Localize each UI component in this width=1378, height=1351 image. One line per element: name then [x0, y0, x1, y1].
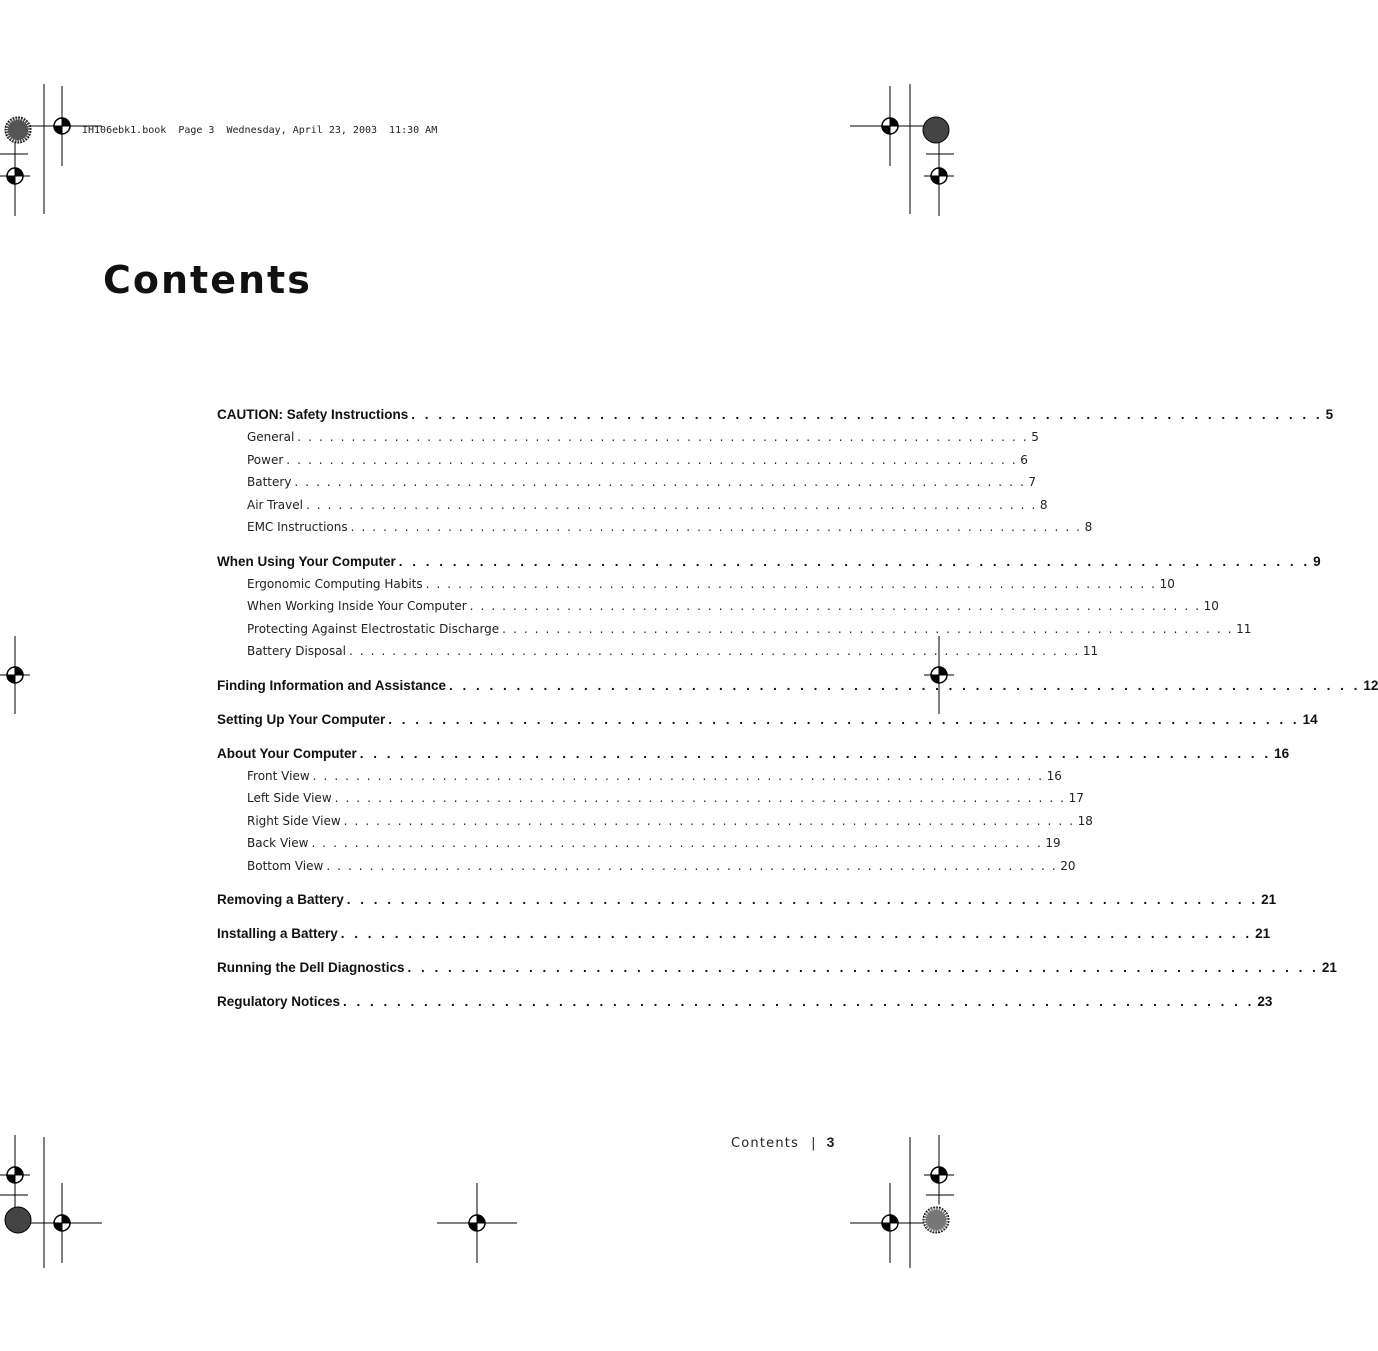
toc-section: [217, 990, 1273, 1013]
dot-leader: . . . . . . . . . . . . . . . . . . . . . . . . . . . . . . . . . . . . . . . . . . . . . . . . . . . . . . . . . . . . . . . . . . . .: [469, 599, 1201, 613]
toc-section: [217, 956, 1337, 979]
dot-leader: . . . . . . . . . . . . . . . . . . . . . . . . . . . . . . . . . . . . . . . . . . . . . . . . . . . . . . . . . . . . . . . . . . . .: [359, 745, 1272, 761]
dot-leader: . . . . . . . . . . . . . . . . . . . . . . . . . . . . . . . . . . . . . . . . . . . . . . . . . . . . . . . . . . . . . . . . . . . .: [294, 475, 1026, 489]
toc-page-number: 7: [1028, 475, 1037, 489]
toc-chapter-entry[interactable]: [217, 403, 1334, 426]
dot-leader: . . . . . . . . . . . . . . . . . . . . . . . . . . . . . . . . . . . . . . . . . . . . . . . . . . . . . . . . . . . . . . . . . . . .: [297, 430, 1029, 444]
toc-page-number: 10: [1159, 576, 1175, 591]
toc-subentry[interactable]: [217, 449, 1028, 472]
toc-entry-label: EMC Instructions: [247, 520, 348, 534]
toc-entry-label: Air Travel: [247, 497, 303, 512]
toc-entry-label: Protecting Against Electrostatic Discharge: [247, 621, 500, 636]
toc-section: [217, 550, 1321, 663]
dot-leader: . . . . . . . . . . . . . . . . . . . . . . . . . . . . . . . . . . . . . . . . . . . . . . . . . . . . . . . . . . . . . . . . . . . .: [286, 452, 1018, 467]
toc-entry-label: Front View: [247, 768, 310, 783]
toc-entry-label: Right Side View: [247, 813, 341, 828]
toc-chapter-entry[interactable]: [217, 922, 1271, 945]
toc-subentry[interactable]: [217, 787, 1084, 810]
toc-chapter-entry[interactable]: [217, 956, 1337, 979]
toc-entry-label: Installing a Battery: [217, 926, 338, 941]
toc-subentry[interactable]: [217, 810, 1093, 833]
toc-section: [217, 888, 1277, 911]
toc-page-number: 8: [1039, 497, 1048, 512]
toc-subentry[interactable]: [217, 595, 1219, 618]
dot-leader: . . . . . . . . . . . . . . . . . . . . . . . . . . . . . . . . . . . . . . . . . . . . . . . . . . . . . . . . . . . . . . . . . . . .: [502, 621, 1234, 636]
toc-subentry[interactable]: [217, 494, 1048, 517]
toc-chapter-entry[interactable]: [217, 550, 1321, 573]
page-title: Contents: [103, 258, 312, 302]
toc-page-number: 5: [1031, 430, 1039, 444]
toc-subentry[interactable]: [217, 573, 1175, 596]
toc-entry-label: Left Side View: [247, 791, 332, 805]
dot-leader: . . . . . . . . . . . . . . . . . . . . . . . . . . . . . . . . . . . . . . . . . . . . . . . . . . . . . . . . . . . . . . . . . . . .: [350, 520, 1082, 534]
toc-entry-label: When Working Inside Your Computer: [247, 599, 467, 613]
toc-section: [217, 403, 1334, 539]
toc-page-number: 19: [1045, 836, 1061, 850]
dot-leader: . . . . . . . . . . . . . . . . . . . . . . . . . . . . . . . . . . . . . . . . . . . . . . . . . . . . . . . . . . . . . . . . . . . .: [411, 407, 1323, 422]
toc-entry-label: Back View: [247, 836, 309, 850]
page-footer: [731, 1134, 836, 1151]
toc-page-number: 14: [1302, 711, 1318, 727]
toc-section: [217, 674, 1378, 697]
toc-entry-label: When Using Your Computer: [217, 553, 396, 569]
toc-page-number: 9: [1313, 553, 1321, 569]
toc-entry-label: Ergonomic Computing Habits: [247, 576, 423, 591]
dot-leader: . . . . . . . . . . . . . . . . . . . . . . . . . . . . . . . . . . . . . . . . . . . . . . . . . . . . . . . . . . . . . . . . . . . .: [348, 644, 1080, 658]
toc-page-number: 21: [1255, 926, 1271, 941]
toc-page-number: 21: [1321, 960, 1337, 975]
toc-subentry[interactable]: [217, 832, 1061, 855]
toc-entry-label: CAUTION: Safety Instructions: [217, 407, 409, 422]
dot-leader: . . . . . . . . . . . . . . . . . . . . . . . . . . . . . . . . . . . . . . . . . . . . . . . . . . . . . . . . . . . . . . . . . . . .: [343, 813, 1075, 828]
toc-page-number: 16: [1274, 745, 1290, 761]
toc-entry-label: Battery Disposal: [247, 644, 346, 658]
toc-subentry[interactable]: [217, 640, 1099, 663]
dot-leader: . . . . . . . . . . . . . . . . . . . . . . . . . . . . . . . . . . . . . . . . . . . . . . . . . . . . . . . . . . . . . . . . . . . .: [407, 960, 1319, 975]
dot-leader: . . . . . . . . . . . . . . . . . . . . . . . . . . . . . . . . . . . . . . . . . . . . . . . . . . . . . . . . . . . . . . . . . . . .: [340, 926, 1253, 941]
toc-entry-label: Battery: [247, 475, 292, 489]
dot-leader: . . . . . . . . . . . . . . . . . . . . . . . . . . . . . . . . . . . . . . . . . . . . . . . . . . . . . . . . . . . . . . . . . . . .: [425, 576, 1157, 591]
toc-subentry[interactable]: [217, 855, 1076, 878]
dot-leader: . . . . . . . . . . . . . . . . . . . . . . . . . . . . . . . . . . . . . . . . . . . . . . . . . . . . . . . . . . . . . . . . . . . .: [346, 892, 1259, 907]
toc-section: [217, 708, 1318, 731]
print-slug: IH106ebk1.book Page 3 Wednesday, April 23, 2003 11:30 AM: [82, 125, 438, 136]
toc-chapter-entry[interactable]: [217, 708, 1318, 731]
toc-page-number: 16: [1046, 768, 1062, 783]
toc-chapter-entry[interactable]: [217, 742, 1290, 765]
toc-entry-label: General: [247, 430, 295, 444]
dot-leader: . . . . . . . . . . . . . . . . . . . . . . . . . . . . . . . . . . . . . . . . . . . . . . . . . . . . . . . . . . . . . . . . . . . .: [334, 791, 1066, 805]
toc-entry-label: Removing a Battery: [217, 892, 344, 907]
toc-subentry[interactable]: [217, 618, 1252, 641]
toc-entry-label: Running the Dell Diagnostics: [217, 960, 405, 975]
toc-subentry[interactable]: [217, 516, 1093, 539]
dot-leader: . . . . . . . . . . . . . . . . . . . . . . . . . . . . . . . . . . . . . . . . . . . . . . . . . . . . . . . . . . . . . . . . . . . .: [326, 858, 1058, 873]
footer-separator: |: [811, 1136, 817, 1151]
toc-page-number: 21: [1261, 892, 1277, 907]
toc-subentry[interactable]: [217, 471, 1037, 494]
toc-page-number: 11: [1236, 621, 1252, 636]
toc-page-number: 17: [1068, 791, 1084, 805]
toc-page-number: 5: [1325, 407, 1334, 422]
toc-chapter-entry[interactable]: [217, 888, 1277, 911]
toc-entry-label: Bottom View: [247, 858, 324, 873]
toc-subentry[interactable]: [217, 426, 1039, 449]
dot-leader: . . . . . . . . . . . . . . . . . . . . . . . . . . . . . . . . . . . . . . . . . . . . . . . . . . . . . . . . . . . . . . . . . . . .: [388, 711, 1300, 727]
dot-leader: . . . . . . . . . . . . . . . . . . . . . . . . . . . . . . . . . . . . . . . . . . . . . . . . . . . . . . . . . . . . . . . . . . . .: [312, 768, 1044, 783]
toc-page-number: 6: [1020, 452, 1028, 467]
toc-chapter-entry[interactable]: [217, 990, 1273, 1013]
toc-page-number: 23: [1257, 994, 1273, 1009]
dot-leader: . . . . . . . . . . . . . . . . . . . . . . . . . . . . . . . . . . . . . . . . . . . . . . . . . . . . . . . . . . . . . . . . . . . .: [449, 677, 1361, 693]
toc-page-number: 8: [1084, 520, 1093, 534]
dot-leader: . . . . . . . . . . . . . . . . . . . . . . . . . . . . . . . . . . . . . . . . . . . . . . . . . . . . . . . . . . . . . . . . . . . .: [398, 553, 1311, 569]
toc-page-number: 11: [1082, 644, 1099, 658]
toc-page-number: 20: [1060, 858, 1076, 873]
dot-leader: . . . . . . . . . . . . . . . . . . . . . . . . . . . . . . . . . . . . . . . . . . . . . . . . . . . . . . . . . . . . . . . . . . . .: [343, 994, 1255, 1009]
toc-entry-label: Power: [247, 452, 284, 467]
toc-chapter-entry[interactable]: [217, 674, 1378, 697]
dot-leader: . . . . . . . . . . . . . . . . . . . . . . . . . . . . . . . . . . . . . . . . . . . . . . . . . . . . . . . . . . . . . . . . . . . .: [305, 497, 1037, 512]
page-number: 3: [826, 1134, 836, 1150]
toc-section: [217, 922, 1271, 945]
toc-entry-label: Regulatory Notices: [217, 994, 341, 1009]
toc-page-number: 10: [1203, 599, 1219, 613]
footer-section-label: Contents: [731, 1136, 800, 1151]
toc-subentry[interactable]: [217, 765, 1062, 788]
toc-entry-label: Finding Information and Assistance: [217, 677, 447, 693]
toc-page-number: 12: [1363, 677, 1378, 693]
table-of-contents: [217, 403, 1378, 1024]
dot-leader: . . . . . . . . . . . . . . . . . . . . . . . . . . . . . . . . . . . . . . . . . . . . . . . . . . . . . . . . . . . . . . . . . . . .: [311, 836, 1043, 850]
toc-entry-label: Setting Up Your Computer: [217, 711, 386, 727]
toc-entry-label: About Your Computer: [217, 745, 357, 761]
toc-page-number: 18: [1077, 813, 1093, 828]
toc-section: [217, 742, 1290, 878]
